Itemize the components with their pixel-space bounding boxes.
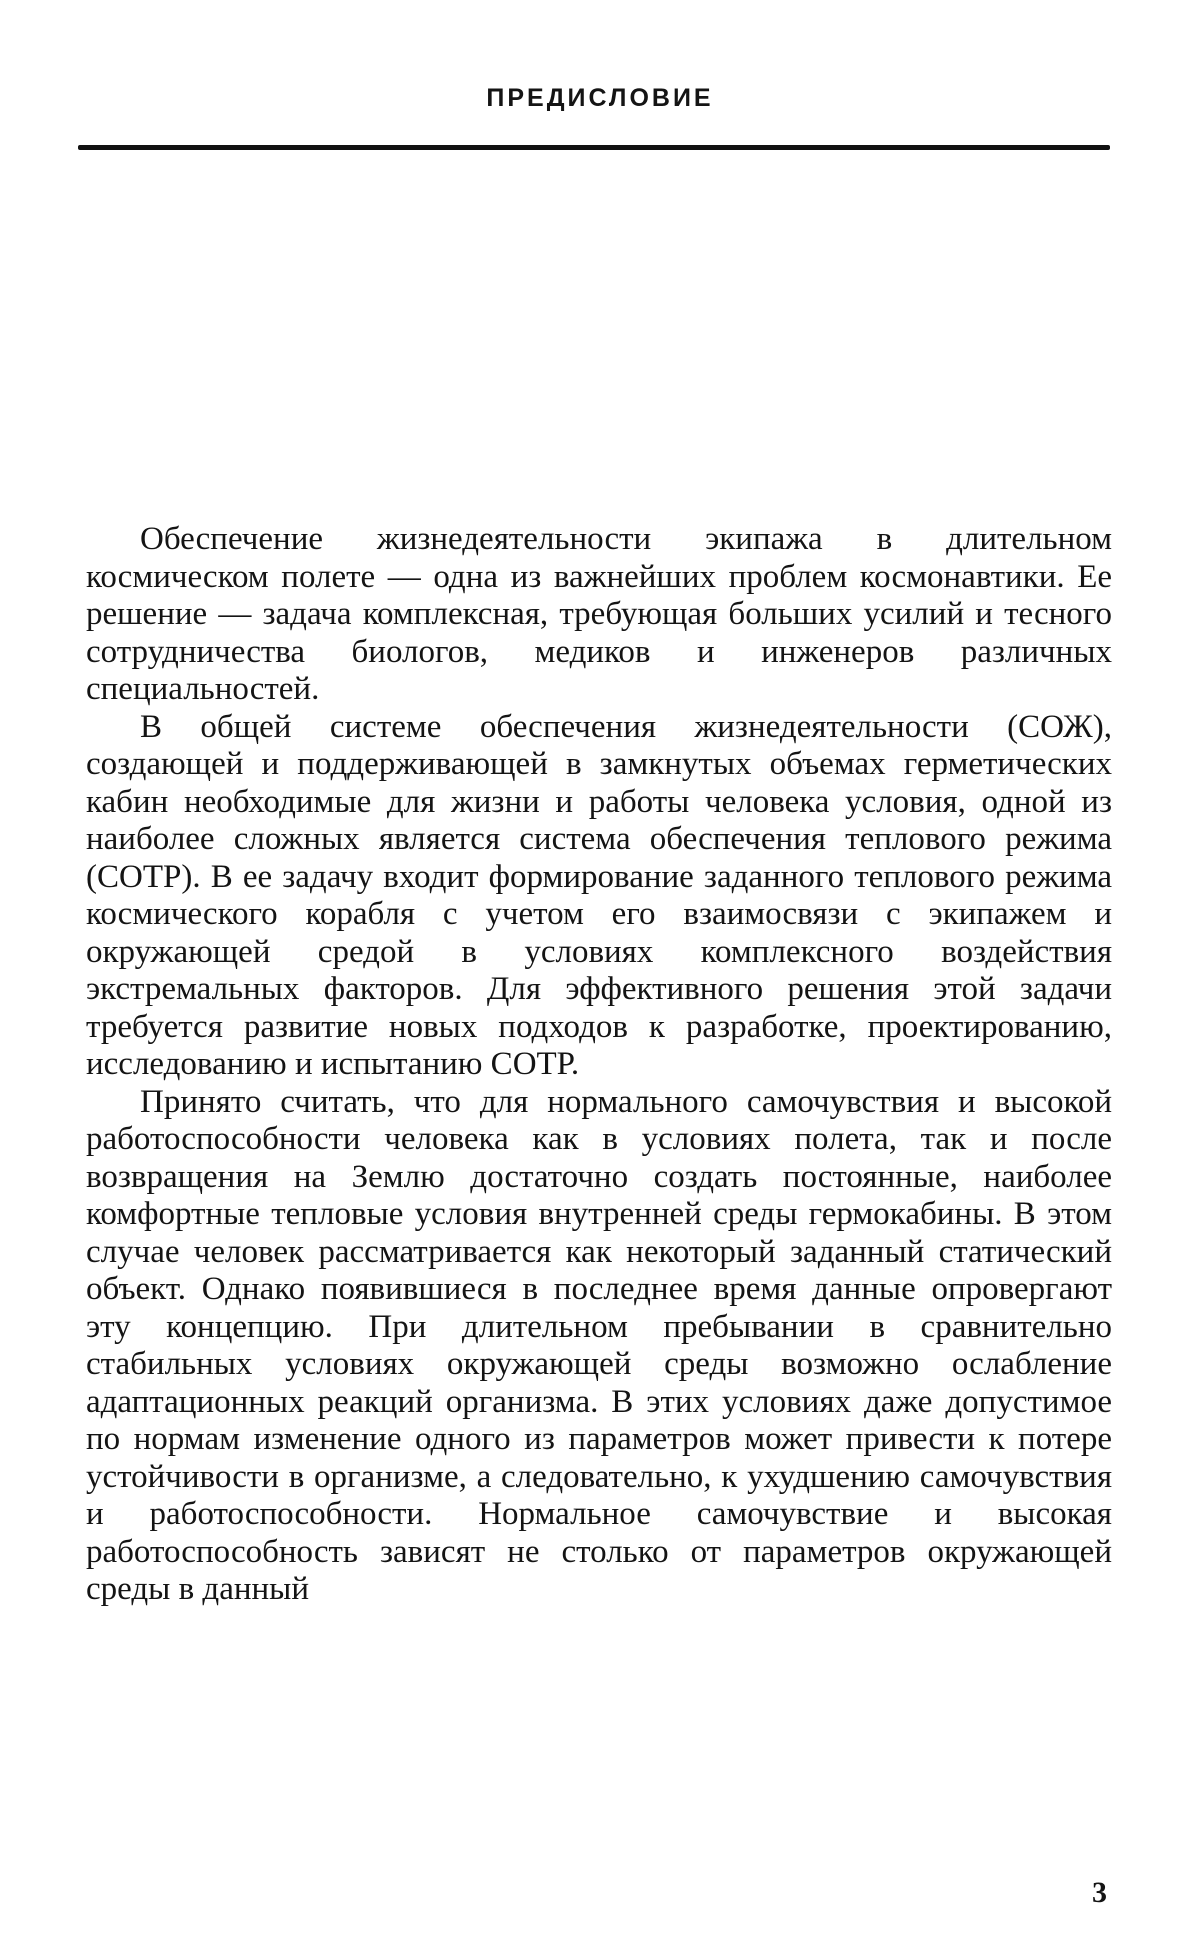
paragraph: В общей системе обеспечения жизнедеятельности (СОЖ), создающей и поддерживающей в замкнутых объемах герметических кабин необходимые для жизни и работы человека условия, одной из наиболее сложных является система обеспечения теплового режима (СОТР). В ее задачу входит формирование заданного теплового режима космического корабля с учетом его взаимосвязи с экипажем и окружающей средой в условиях комплексного воздействия экстремальных факторов. Для эффективного решения этой задачи требуется развитие новых подходов к разработке, проектированию, исследованию и испытанию СОТР.: [86, 708, 1112, 1082]
paragraph: Принято считать, что для нормального самочувствия и высокой работоспособности человека как в условиях полета, так и после возвращения на Землю достаточно создать постоянные, наиболее комфортные тепловые условия внутренней среды гермокабины. В этом случае человек рассматривается как некоторый заданный статический объект. Однако появившиеся в последнее время данные опровергают эту концепцию. При длительном пребывании в сравнительно стабильных условиях окружающей среды возможно ослабление адаптационных реакций организма. В этих условиях даже допустимое по нормам изменение одного из параметров может привести к потере устойчивости в организме, а следовательно, к ухудшению самочувствия и работоспособности. Нормальное самочувствие и высокая работоспособность зависят не столько от параметров окружающей среды в данный: [86, 1083, 1112, 1607]
body-text: [86, 521, 1112, 1609]
chapter-heading: ПРЕДИСЛОВИЕ: [486, 84, 714, 112]
heading-rule: [78, 145, 1110, 150]
paragraph: Обеспечение жизнедеятельности экипажа в длительном космическом полете — одна из важнейших проблем космонавтики. Ее решение — задача комплексная, требующая больших усилий и тесного сотрудничества биологов, медиков и инженеров различных специальностей.: [86, 521, 1112, 707]
page-number: 3: [1092, 1876, 1107, 1909]
